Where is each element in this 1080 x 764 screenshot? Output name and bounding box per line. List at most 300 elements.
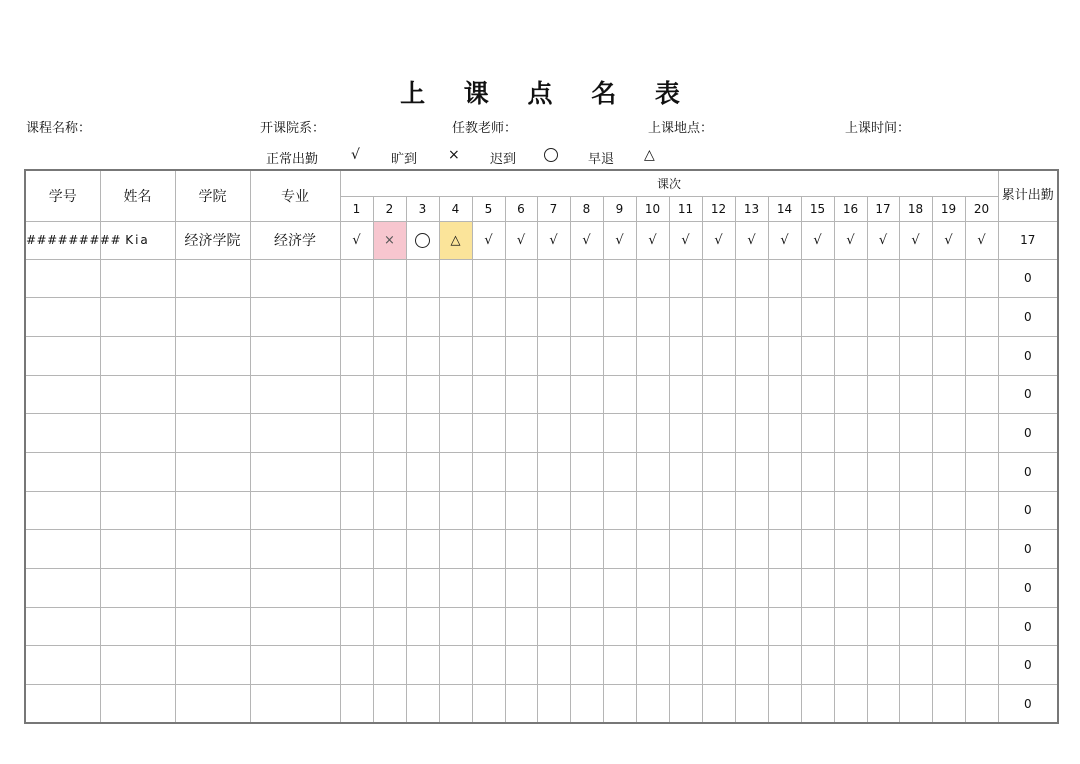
name-cell[interactable]: Kia [100,221,175,259]
attendance-cell[interactable] [603,491,636,530]
student-id-cell[interactable] [25,298,100,337]
attendance-cell[interactable] [537,414,570,453]
attendance-cell[interactable] [439,491,472,530]
attendance-cell[interactable] [439,414,472,453]
attendance-cell[interactable] [867,646,899,685]
attendance-cell[interactable] [373,336,406,375]
attendance-cell[interactable] [505,607,537,646]
attendance-cell[interactable] [702,607,735,646]
attendance-cell[interactable] [932,646,965,685]
attendance-cell[interactable] [636,452,669,491]
attendance-cell[interactable]: √ [340,221,373,259]
attendance-cell[interactable] [406,336,439,375]
college-cell[interactable] [175,452,250,491]
major-cell[interactable] [250,298,340,337]
attendance-cell[interactable] [735,646,768,685]
attendance-cell[interactable] [932,607,965,646]
attendance-cell[interactable] [472,491,505,530]
attendance-cell[interactable] [768,646,801,685]
attendance-cell[interactable] [406,491,439,530]
attendance-cell[interactable] [505,298,537,337]
attendance-cell[interactable] [932,375,965,414]
attendance-cell[interactable] [801,530,834,569]
total-cell[interactable]: 0 [998,491,1058,530]
attendance-cell[interactable] [965,685,998,724]
attendance-cell[interactable] [439,259,472,298]
attendance-cell[interactable] [505,336,537,375]
attendance-cell[interactable] [899,607,932,646]
attendance-cell[interactable] [570,607,603,646]
attendance-cell[interactable] [801,607,834,646]
attendance-cell[interactable] [965,336,998,375]
attendance-cell[interactable] [373,685,406,724]
attendance-cell[interactable] [899,375,932,414]
attendance-cell[interactable] [768,530,801,569]
attendance-cell[interactable] [834,491,867,530]
attendance-cell[interactable] [537,375,570,414]
attendance-cell[interactable] [537,685,570,724]
attendance-cell[interactable] [636,530,669,569]
attendance-cell[interactable] [669,336,702,375]
college-cell[interactable] [175,646,250,685]
attendance-cell[interactable] [340,452,373,491]
student-id-cell[interactable] [25,259,100,298]
attendance-cell[interactable] [570,569,603,608]
attendance-cell[interactable] [702,685,735,724]
student-id-cell[interactable] [25,569,100,608]
attendance-cell[interactable] [932,685,965,724]
student-id-cell[interactable]: ######### [25,221,100,259]
attendance-cell[interactable] [537,336,570,375]
attendance-cell[interactable]: √ [965,221,998,259]
major-cell[interactable]: 经济学 [250,221,340,259]
attendance-cell[interactable] [899,530,932,569]
attendance-cell[interactable] [570,336,603,375]
attendance-cell[interactable] [669,607,702,646]
attendance-cell[interactable] [702,530,735,569]
attendance-cell[interactable] [867,298,899,337]
attendance-cell[interactable] [965,414,998,453]
attendance-cell[interactable] [867,452,899,491]
attendance-cell[interactable] [340,298,373,337]
attendance-cell[interactable]: √ [867,221,899,259]
attendance-cell[interactable] [669,530,702,569]
attendance-cell[interactable] [570,452,603,491]
total-cell[interactable]: 0 [998,298,1058,337]
major-cell[interactable] [250,607,340,646]
attendance-cell[interactable] [373,259,406,298]
attendance-cell[interactable] [735,298,768,337]
attendance-cell[interactable] [570,375,603,414]
attendance-cell[interactable] [899,646,932,685]
attendance-cell[interactable] [965,569,998,608]
college-cell[interactable] [175,336,250,375]
attendance-cell[interactable] [801,259,834,298]
name-cell[interactable] [100,607,175,646]
attendance-cell[interactable] [932,259,965,298]
attendance-cell[interactable] [603,375,636,414]
college-cell[interactable] [175,414,250,453]
attendance-cell[interactable] [801,298,834,337]
attendance-cell[interactable] [801,336,834,375]
college-cell[interactable] [175,530,250,569]
attendance-cell[interactable]: √ [669,221,702,259]
attendance-cell[interactable] [340,607,373,646]
attendance-cell[interactable] [669,414,702,453]
attendance-cell[interactable] [834,685,867,724]
attendance-cell[interactable] [867,491,899,530]
total-cell[interactable]: 17 [998,221,1058,259]
attendance-cell[interactable] [768,259,801,298]
attendance-cell[interactable] [505,259,537,298]
attendance-cell[interactable] [340,491,373,530]
attendance-cell[interactable] [867,336,899,375]
attendance-cell[interactable] [735,259,768,298]
attendance-cell[interactable] [834,646,867,685]
attendance-cell[interactable] [669,646,702,685]
total-cell[interactable]: 0 [998,414,1058,453]
attendance-cell[interactable] [867,414,899,453]
attendance-cell[interactable] [834,336,867,375]
attendance-cell[interactable] [636,336,669,375]
attendance-cell[interactable] [439,375,472,414]
attendance-cell[interactable] [636,414,669,453]
attendance-cell[interactable] [537,646,570,685]
attendance-cell[interactable] [965,607,998,646]
attendance-cell[interactable] [340,530,373,569]
attendance-cell[interactable] [768,491,801,530]
attendance-cell[interactable] [801,452,834,491]
attendance-cell[interactable] [537,569,570,608]
attendance-cell[interactable] [932,336,965,375]
total-cell[interactable]: 0 [998,452,1058,491]
total-cell[interactable]: 0 [998,569,1058,608]
attendance-cell[interactable] [472,569,505,608]
attendance-cell[interactable]: √ [801,221,834,259]
attendance-cell[interactable] [636,298,669,337]
student-id-cell[interactable] [25,530,100,569]
attendance-cell[interactable] [406,298,439,337]
attendance-cell[interactable] [636,491,669,530]
attendance-cell[interactable] [439,336,472,375]
college-cell[interactable] [175,298,250,337]
attendance-cell[interactable] [472,336,505,375]
major-cell[interactable] [250,569,340,608]
attendance-cell[interactable] [406,414,439,453]
attendance-cell[interactable] [702,298,735,337]
attendance-cell[interactable]: √ [603,221,636,259]
student-id-cell[interactable] [25,607,100,646]
major-cell[interactable] [250,336,340,375]
student-id-cell[interactable] [25,375,100,414]
name-cell[interactable] [100,646,175,685]
attendance-cell[interactable] [472,685,505,724]
total-cell[interactable]: 0 [998,336,1058,375]
attendance-cell[interactable] [505,491,537,530]
attendance-cell[interactable] [570,259,603,298]
name-cell[interactable] [100,414,175,453]
attendance-cell[interactable] [669,452,702,491]
major-cell[interactable] [250,375,340,414]
attendance-cell[interactable] [801,375,834,414]
attendance-cell[interactable] [570,646,603,685]
attendance-cell[interactable] [768,336,801,375]
attendance-cell[interactable] [834,452,867,491]
attendance-cell[interactable] [406,452,439,491]
attendance-cell[interactable] [899,414,932,453]
attendance-cell[interactable] [505,414,537,453]
attendance-cell[interactable] [472,414,505,453]
name-cell[interactable] [100,452,175,491]
attendance-cell[interactable] [472,298,505,337]
attendance-cell[interactable] [735,607,768,646]
attendance-cell[interactable] [932,452,965,491]
attendance-cell[interactable] [439,298,472,337]
attendance-cell[interactable] [702,491,735,530]
attendance-cell[interactable] [340,414,373,453]
attendance-cell[interactable] [932,298,965,337]
attendance-cell[interactable] [636,375,669,414]
attendance-cell[interactable] [965,452,998,491]
attendance-cell[interactable] [505,569,537,608]
attendance-cell[interactable] [636,569,669,608]
attendance-cell[interactable] [373,646,406,685]
major-cell[interactable] [250,491,340,530]
attendance-cell[interactable] [406,375,439,414]
name-cell[interactable] [100,685,175,724]
attendance-cell[interactable] [636,259,669,298]
student-id-cell[interactable] [25,414,100,453]
attendance-cell[interactable]: √ [735,221,768,259]
attendance-cell[interactable] [406,530,439,569]
attendance-cell[interactable] [932,491,965,530]
attendance-cell[interactable] [373,298,406,337]
attendance-cell[interactable] [834,259,867,298]
attendance-cell[interactable] [472,530,505,569]
attendance-cell[interactable]: √ [768,221,801,259]
name-cell[interactable] [100,375,175,414]
attendance-cell[interactable] [505,452,537,491]
attendance-cell[interactable] [373,569,406,608]
attendance-cell[interactable] [735,452,768,491]
attendance-cell[interactable] [702,375,735,414]
attendance-cell[interactable] [965,530,998,569]
attendance-cell[interactable] [603,530,636,569]
attendance-cell[interactable] [932,530,965,569]
attendance-cell[interactable] [406,685,439,724]
attendance-cell[interactable] [340,646,373,685]
major-cell[interactable] [250,646,340,685]
attendance-cell[interactable] [735,685,768,724]
attendance-cell[interactable] [768,607,801,646]
attendance-cell[interactable] [768,298,801,337]
major-cell[interactable] [250,414,340,453]
attendance-cell[interactable] [472,259,505,298]
major-cell[interactable] [250,530,340,569]
attendance-cell[interactable] [735,336,768,375]
attendance-cell[interactable] [570,414,603,453]
attendance-cell[interactable]: × [373,221,406,259]
attendance-cell[interactable] [932,414,965,453]
attendance-cell[interactable] [505,685,537,724]
attendance-cell[interactable] [965,646,998,685]
college-cell[interactable] [175,685,250,724]
total-cell[interactable]: 0 [998,685,1058,724]
total-cell[interactable]: 0 [998,259,1058,298]
attendance-cell[interactable] [669,685,702,724]
attendance-cell[interactable] [340,569,373,608]
attendance-cell[interactable] [801,414,834,453]
attendance-cell[interactable] [505,646,537,685]
attendance-cell[interactable] [899,259,932,298]
attendance-cell[interactable] [472,375,505,414]
attendance-cell[interactable] [636,685,669,724]
attendance-cell[interactable] [834,298,867,337]
attendance-cell[interactable]: √ [834,221,867,259]
attendance-cell[interactable]: √ [899,221,932,259]
attendance-cell[interactable] [702,259,735,298]
name-cell[interactable] [100,569,175,608]
total-cell[interactable]: 0 [998,530,1058,569]
attendance-cell[interactable] [570,491,603,530]
total-cell[interactable]: 0 [998,646,1058,685]
name-cell[interactable] [100,259,175,298]
attendance-cell[interactable] [439,685,472,724]
attendance-cell[interactable] [603,259,636,298]
attendance-cell[interactable]: √ [932,221,965,259]
attendance-cell[interactable] [505,530,537,569]
attendance-cell[interactable] [899,336,932,375]
attendance-cell[interactable] [702,646,735,685]
attendance-cell[interactable] [406,646,439,685]
attendance-cell[interactable] [472,607,505,646]
attendance-cell[interactable] [965,375,998,414]
attendance-cell[interactable] [373,530,406,569]
attendance-cell[interactable] [768,414,801,453]
attendance-cell[interactable] [439,646,472,685]
attendance-cell[interactable]: √ [636,221,669,259]
attendance-cell[interactable] [834,375,867,414]
major-cell[interactable] [250,259,340,298]
attendance-cell[interactable] [669,491,702,530]
attendance-cell[interactable] [603,452,636,491]
attendance-cell[interactable] [801,491,834,530]
attendance-cell[interactable] [965,259,998,298]
attendance-cell[interactable] [439,569,472,608]
attendance-cell[interactable] [867,259,899,298]
attendance-cell[interactable] [702,569,735,608]
attendance-cell[interactable] [537,298,570,337]
college-cell[interactable] [175,259,250,298]
name-cell[interactable] [100,298,175,337]
attendance-cell[interactable] [702,414,735,453]
student-id-cell[interactable] [25,646,100,685]
attendance-cell[interactable] [340,375,373,414]
attendance-cell[interactable] [439,452,472,491]
attendance-cell[interactable]: √ [570,221,603,259]
attendance-cell[interactable] [406,221,439,259]
attendance-cell[interactable] [768,685,801,724]
attendance-cell[interactable] [373,491,406,530]
student-id-cell[interactable] [25,491,100,530]
attendance-cell[interactable] [537,452,570,491]
attendance-cell[interactable] [702,452,735,491]
attendance-cell[interactable] [570,530,603,569]
attendance-cell[interactable] [472,646,505,685]
attendance-cell[interactable] [768,452,801,491]
attendance-cell[interactable] [537,607,570,646]
attendance-cell[interactable] [669,569,702,608]
student-id-cell[interactable] [25,685,100,724]
attendance-cell[interactable] [439,530,472,569]
attendance-cell[interactable] [373,414,406,453]
name-cell[interactable] [100,491,175,530]
attendance-cell[interactable] [373,607,406,646]
attendance-cell[interactable] [537,259,570,298]
attendance-cell[interactable] [867,685,899,724]
student-id-cell[interactable] [25,452,100,491]
attendance-cell[interactable] [505,375,537,414]
attendance-cell[interactable] [801,569,834,608]
attendance-cell[interactable] [669,298,702,337]
attendance-cell[interactable] [834,530,867,569]
major-cell[interactable] [250,452,340,491]
attendance-cell[interactable] [669,259,702,298]
attendance-cell[interactable] [636,646,669,685]
major-cell[interactable] [250,685,340,724]
attendance-cell[interactable] [735,530,768,569]
attendance-cell[interactable] [340,685,373,724]
attendance-cell[interactable] [406,569,439,608]
name-cell[interactable] [100,530,175,569]
attendance-cell[interactable] [603,607,636,646]
attendance-cell[interactable] [867,530,899,569]
attendance-cell[interactable] [735,491,768,530]
attendance-cell[interactable] [669,375,702,414]
attendance-cell[interactable]: √ [505,221,537,259]
attendance-cell[interactable] [735,414,768,453]
name-cell[interactable] [100,336,175,375]
attendance-cell[interactable] [472,452,505,491]
attendance-cell[interactable] [406,607,439,646]
attendance-cell[interactable] [570,685,603,724]
attendance-cell[interactable] [340,336,373,375]
attendance-cell[interactable] [899,685,932,724]
college-cell[interactable] [175,569,250,608]
attendance-cell[interactable] [834,569,867,608]
attendance-cell[interactable] [603,414,636,453]
attendance-cell[interactable] [406,259,439,298]
total-cell[interactable]: 0 [998,607,1058,646]
attendance-cell[interactable] [768,375,801,414]
attendance-cell[interactable] [965,298,998,337]
attendance-cell[interactable] [373,452,406,491]
college-cell[interactable]: 经济学院 [175,221,250,259]
attendance-cell[interactable] [801,646,834,685]
attendance-cell[interactable]: √ [472,221,505,259]
attendance-cell[interactable]: △ [439,221,472,259]
attendance-cell[interactable] [768,569,801,608]
attendance-cell[interactable] [735,569,768,608]
attendance-cell[interactable] [834,414,867,453]
college-cell[interactable] [175,375,250,414]
attendance-cell[interactable] [603,685,636,724]
attendance-cell[interactable] [439,607,472,646]
attendance-cell[interactable] [867,375,899,414]
college-cell[interactable] [175,491,250,530]
attendance-cell[interactable] [603,646,636,685]
attendance-cell[interactable] [801,685,834,724]
